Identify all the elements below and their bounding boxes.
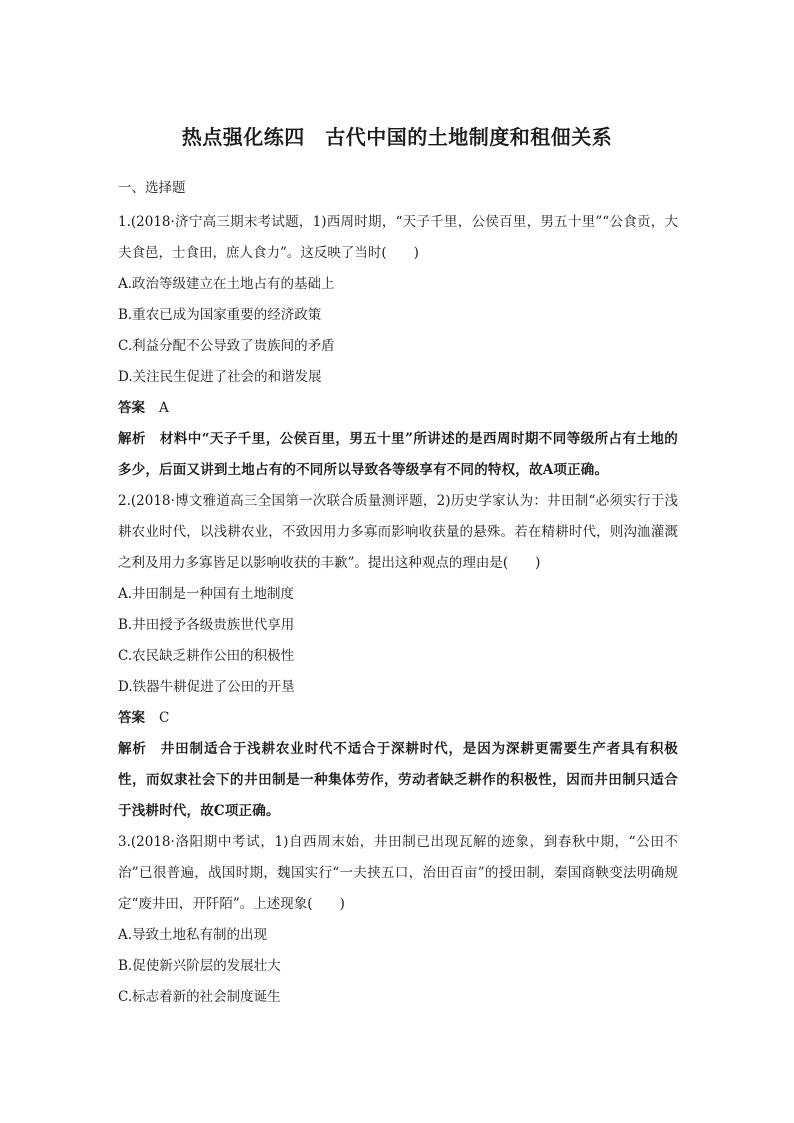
question-stem: 3.(2018·洛阳期中考试，1)自西周末始，井田制已出现瓦解的迹象，到春秋中期，“公田不治”已很普遍，战国时期，魏国实行“一夫挟五口，治田百亩”的授田制，秦国商鞅变法明确规定“废井田，开阡陌”。上述现象( ) [118,834,678,912]
answer-label: 答案 [118,710,145,726]
question-block [118,207,678,486]
answer-line [118,393,678,424]
option-d: D.关注民生促进了社会的和谐发展 [118,369,322,385]
option-b: B.重农已成为国家重要的经济政策 [118,307,322,323]
option-b: B.井田授予各级贵族世代享用 [118,617,295,633]
section-heading: 一、选择题 [118,180,186,196]
option-c: C.利益分配不公导致了贵族间的矛盾 [118,338,335,354]
analysis-label: 解析 [118,431,146,447]
analysis-text: 井田制适合于浅耕农业时代不适合于深耕时代，是因为深耕更需要生产者具有积极性，而奴隶社会下的井田制是一种集体劳作，劳动者缺乏耕作的积极性，因而井田制只适合于浅耕时代，故C项正确。 [118,741,678,819]
analysis-text: 材料中“天子千里，公侯百里，男五十里”所讲述的是西周时期不同等级所占有土地的多少，后面又讲到土地占有的不同所以导致各等级享有不同的特权，故A项正确。 [118,431,678,478]
question-stem: 2.(2018·博文雅道高三全国第一次联合质量测评题，2)历史学家认为：井田制“必须实行于浅耕农业时代，以浅耕农业，不致因用力多寡而影响收获量的悬殊。若在精耕时代，则沟洫灌溉之利及用力多寡皆足以影响收获的丰歉”。提出这种观点的理由是( ) [118,493,678,571]
option-a: A.政治等级建立在土地占有的基础上 [118,276,335,292]
answer-line [118,703,678,734]
answer-value: C [159,710,170,726]
analysis-label: 解析 [118,741,147,757]
option-c: C.标志着新的社会制度诞生 [118,989,281,1005]
answer-value: A [159,400,169,416]
analysis-paragraph [118,734,678,827]
document-content [118,176,678,1013]
question-block [118,486,678,827]
page-title: 热点强化练四 古代中国的土地制度和租佃关系 [181,125,613,149]
answer-label: 答案 [118,400,145,416]
question-stem: 1.(2018·济宁高三期末考试题，1)西周时期，“天子千里，公侯百里，男五十里”“公食贡，大夫食邑，士食田，庶人食力”。这反映了当时( ) [118,214,678,261]
analysis-paragraph [118,424,678,486]
option-a: A.井田制是一种国有土地制度 [118,586,295,602]
option-d: D.铁器牛耕促进了公田的开垦 [118,679,295,695]
option-b: B.促使新兴阶层的发展壮大 [118,958,281,974]
option-a: A.导致土地私有制的出现 [118,927,268,943]
option-c: C.农民缺乏耕作公田的积极性 [118,648,295,664]
question-block [118,827,678,1013]
